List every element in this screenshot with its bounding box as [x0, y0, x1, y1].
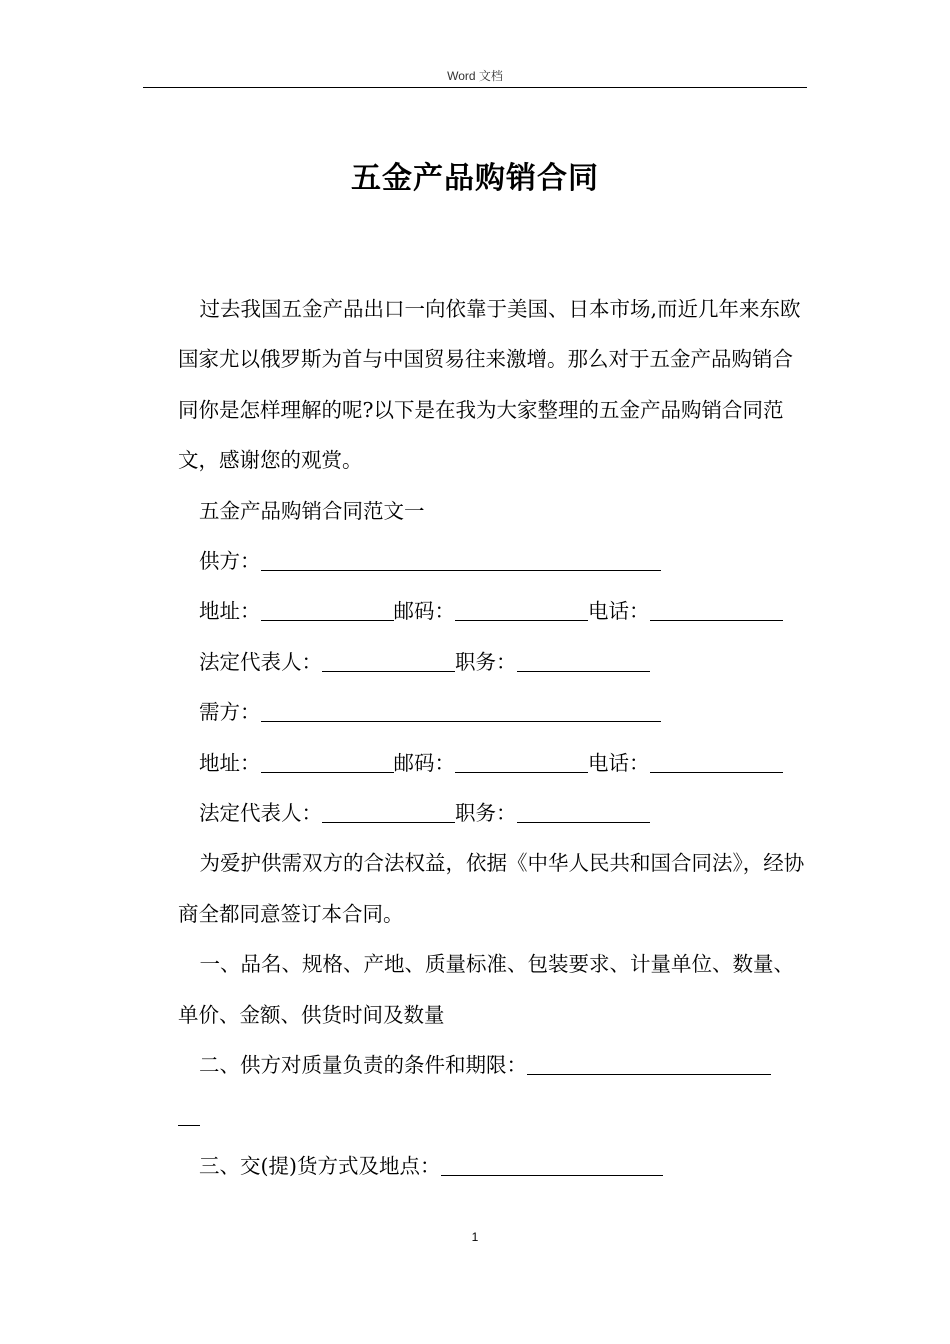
clause-2-blank-continued[interactable]: [178, 1104, 200, 1126]
buyer-rep-label: 法定代表人：: [199, 801, 322, 826]
document-body: [178, 284, 810, 1191]
supplier-address-blank[interactable]: [261, 600, 394, 622]
supplier-rep-blank[interactable]: [322, 650, 455, 672]
buyer-rep-blank[interactable]: [322, 802, 455, 824]
supplier-position-label: 职务：: [455, 649, 517, 674]
page-number: 1: [471, 1230, 479, 1244]
agreement-paragraph: 为爱护供需双方的合法权益，依据《中华人民共和国合同法》，经协商全都同意签订本合同。: [178, 851, 805, 926]
buyer-postcode-blank[interactable]: [455, 751, 588, 773]
clause-2-line: [178, 1040, 810, 1090]
clause-3-line: [178, 1141, 810, 1191]
clause-1: 一、品名、规格、产地、质量标准、包装要求、计量单位、数量、单价、金额、供货时间及数量: [178, 952, 795, 1027]
clause-3-blank[interactable]: [441, 1154, 663, 1176]
supplier-address-label: 地址：: [199, 599, 261, 624]
buyer-address-blank[interactable]: [261, 751, 394, 773]
supplier-blank[interactable]: [261, 550, 661, 572]
header-label: Word 文档: [447, 69, 503, 83]
clause-3-label: 三、交(提)货方式及地点：: [199, 1153, 441, 1178]
buyer-phone-blank[interactable]: [650, 751, 783, 773]
intro-paragraph: 过去我国五金产品出口一向依靠于美国、日本市场,而近几年来东欧国家尤以俄罗斯为首与中国贸易往来激增。那么对于五金产品购销合同你是怎样理解的呢?以下是在我为大家整理的五金产品购销合同范文，感谢您的观赏。: [178, 297, 801, 473]
buyer-rep-line: [178, 788, 810, 838]
clause-2-continuation: [178, 1091, 810, 1141]
supplier-rep-label: 法定代表人：: [199, 649, 322, 674]
supplier-contact-line: [178, 586, 810, 636]
buyer-label: 需方：: [199, 700, 261, 725]
document-title: 五金产品购销合同: [351, 161, 599, 196]
buyer-phone-label: 电话：: [588, 750, 650, 775]
clause-2-blank[interactable]: [527, 1054, 771, 1076]
supplier-line: [178, 536, 810, 586]
clause-2-label: 二、供方对质量负责的条件和期限：: [199, 1053, 527, 1078]
buyer-address-label: 地址：: [199, 750, 261, 775]
supplier-rep-line: [178, 637, 810, 687]
header-divider: [143, 87, 807, 88]
supplier-postcode-blank[interactable]: [455, 600, 588, 622]
supplier-phone-blank[interactable]: [650, 600, 783, 622]
buyer-position-blank[interactable]: [517, 802, 650, 824]
section-heading: 五金产品购销合同范文一: [199, 498, 425, 523]
supplier-position-blank[interactable]: [517, 650, 650, 672]
buyer-postcode-label: 邮码：: [393, 750, 455, 775]
buyer-blank[interactable]: [261, 701, 661, 723]
supplier-label: 供方：: [199, 549, 261, 574]
buyer-line: [178, 687, 810, 737]
buyer-contact-line: [178, 738, 810, 788]
buyer-position-label: 职务：: [455, 801, 517, 826]
supplier-postcode-label: 邮码：: [393, 599, 455, 624]
supplier-phone-label: 电话：: [588, 599, 650, 624]
